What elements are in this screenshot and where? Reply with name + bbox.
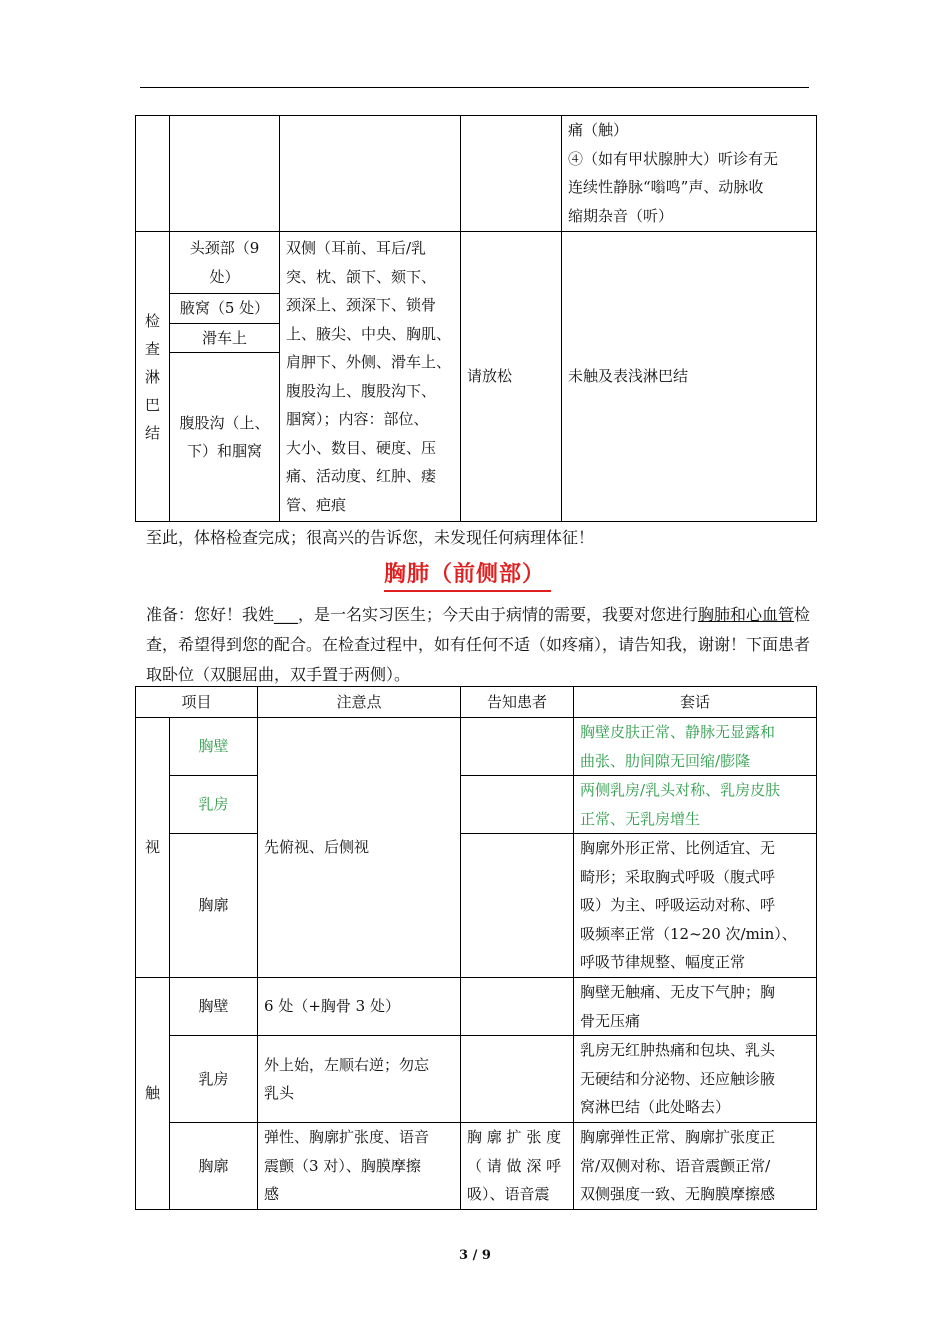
table-row: [136, 116, 817, 232]
inspection-script-breast: 两侧乳房/乳头对称、乳房皮肤 正常、无乳房增生: [574, 776, 817, 834]
inspection-script-thorax: 胸廓外形正常、比例适宜、无 畸形；采取胸式呼吸（腹式呼 吸）为主、呼吸运动对称、呼 吸频率正常（12~20 次/min）、 呼吸节律规整、幅度正常: [574, 834, 817, 978]
palpation-note-thorax: 弹性、胸廓扩张度、语音 震颤（3 对）、胸膜摩擦 感: [258, 1123, 461, 1210]
lymph-item-head-neck: 头颈部（9 处）: [170, 232, 280, 294]
inspection-item-thorax: 胸廓: [170, 834, 258, 978]
table-row: [136, 718, 817, 776]
palpation-script-thorax: 胸廓弹性正常、胸廓扩张度正 常/双侧对称、语音震颤正常/ 双侧强度一致、无胸膜摩擦感: [574, 1123, 817, 1210]
palpation-label: 触: [136, 978, 170, 1210]
table-row: [136, 978, 817, 1036]
header-item: 项目: [136, 687, 258, 718]
palpation-item-breast: 乳房: [170, 1036, 258, 1123]
header-notes: 注意点: [258, 687, 461, 718]
lymph-notes: 双侧（耳前、耳后/乳 突、枕、颌下、颏下、 颈深上、颈深下、锁骨 上、腋尖、中央、胸肌、 肩胛下、外侧、滑车上、 腹股沟上、腹股沟下、 腘窝）；内容：部位、 大小、数目、硬度、压 痛、活动度、红肿、瘘 管、疤痕: [280, 232, 461, 522]
page-number: 3 / 9: [459, 1248, 491, 1263]
inspection-item-chest-wall: 胸壁: [170, 718, 258, 776]
lymph-item-trochlear: 滑车上: [170, 323, 280, 353]
lymph-tell-patient: 请放松: [461, 232, 562, 522]
table-row: [136, 776, 817, 834]
lymph-section-label: 检 查 淋 巴 结: [136, 232, 170, 522]
header-script: 套话: [574, 687, 817, 718]
prep-paragraph: 准备：您好！我姓___，是一名实习医生；今天由于病情的需要，我要对您进行胸肺和心血管检查，希望得到您的配合。在检查过程中，如有任何不适（如疼痛），请告知我，谢谢！下面患者取卧位（双腿屈曲，双手置于两侧）。: [146, 605, 811, 684]
inspection-label: 视: [136, 718, 170, 978]
lymph-table: [135, 115, 817, 522]
table-row: [136, 1123, 817, 1210]
inspection-script-chest-wall: 胸壁皮肤正常、静脉无显露和 曲张、肋间隙无回缩/膨隆: [574, 718, 817, 776]
inspection-note: 先俯视、后侧视: [258, 718, 461, 978]
table-header-row: [136, 687, 817, 718]
conclusion-text: 至此，体格检查完成；很高兴的告诉您，未发现任何病理体征！: [146, 528, 595, 547]
chest-exam-table: [135, 686, 817, 1210]
table-row: [136, 834, 817, 978]
palpation-item-thorax: 胸廓: [170, 1123, 258, 1210]
section-title: 胸肺（前侧部）: [384, 560, 551, 592]
lymph-item-inguinal: 腹股沟（上、 下）和腘窝: [170, 353, 280, 522]
palpation-note-chest-wall: 6 处（+胸骨 3 处）: [258, 978, 461, 1036]
inspection-item-breast: 乳房: [170, 776, 258, 834]
table-row: [136, 1036, 817, 1123]
thyroid-result-cell: 痛（触） ④（如有甲状腺肿大）听诊有无 连续性静脉“嗡鸣”声、动脉收 缩期杂音（听）: [562, 116, 817, 232]
palpation-script-breast: 乳房无红肿热痛和包块、乳头 无硬结和分泌物、还应触诊腋 窝淋巴结（此处略去）: [574, 1036, 817, 1123]
lymph-result: 未触及表浅淋巴结: [562, 232, 817, 522]
header-rule: [140, 87, 809, 88]
palpation-item-chest-wall: 胸壁: [170, 978, 258, 1036]
palpation-note-breast: 外上始，左顺右逆；勿忘 乳头: [258, 1036, 461, 1123]
palpation-script-chest-wall: 胸壁无触痛、无皮下气肿；胸 骨无压痛: [574, 978, 817, 1036]
palpation-tell-thorax: 胸 廓 扩 张 度 （ 请 做 深 呼 吸）、语音震: [461, 1123, 574, 1210]
lymph-item-axilla: 腋窝（5 处）: [170, 294, 280, 324]
table-row: [136, 232, 817, 294]
header-tell-patient: 告知患者: [461, 687, 574, 718]
